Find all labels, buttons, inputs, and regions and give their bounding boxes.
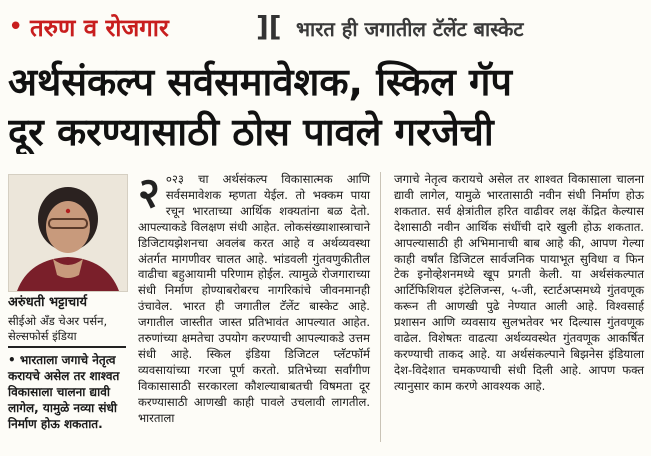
article-column-1: [138, 168, 370, 427]
article-text-col1: ०२३ चा अर्थसंकल्प विकासात्मक आणि सर्वसमावेशक म्हणता येईल. तो भक्कम पाया रचून भारताच्या आर्थिक शक्यतांना बळ देतो. आपल्याकडे विलक्षण संधी आहेत. लोकसंख्याशास्त्राचाने डिजिटायझेशनचा अवलंब करत आहे व अर्थव्यवस्था अंतर्गत मागणीवर चालत आहे. भांडवली गुंतवणुकीतील वाढीचा बहुआयामी परिणाम होईल. त्यामुळे रोजगाराच्या संधी निर्माण होण्याबरोबरच नागरिकांचे जीवनमानही उंचावेल. भारत ही जगातील टॅलेंट बास्केट आहे. जगातील जास्तीत जास्त प्रतिभावंत आपल्यात आहेत. तरुणांच्या क्षमतेचा उपयोग करण्याची आपल्याकडे उत्तम संधी आहे. स्किल इंडिया डिजिटल प्लॅटफॉर्म व्यवसायांच्या गरजा पूर्ण करतो. प्रतिभेच्या सर्वांगीण विकासासाठी सरकारला कौशल्याबाबतची विषमता दूर करण्यासाठी आणखी काही पावले उचलावी लागतील. भारताला: [138, 172, 370, 425]
drop-cap: २: [138, 168, 160, 217]
author-photo: [8, 174, 128, 292]
header-separator: ][: [256, 10, 282, 43]
header-kicker: भारत ही जगातील टॅलेंट बास्केट: [296, 17, 524, 41]
article-text-col2: जगाचे नेतृत्व करायचे असेल तर शाश्वत विकासाला चालना द्यावी लागेल, यामुळे भारतासाठी नवीन संधी निर्माण होऊ शकतात. सर्व क्षेत्रांतील हरित वाढीवर लक्ष केंद्रित केल्यास देशासाठी नवीन आर्थिक संधींची दारे खुली होऊ शकतात. आपल्यासाठी ही अभिमानाची बाब आहे की, आपण गेल्या काही वर्षांत डिजिटल सार्वजनिक पायाभूत सुविधा व फिन टेक इनोव्हेशनमध्ये खूप प्रगती केली. या अर्थसंकल्पात आर्टिफिशियल इंटेलिजन्स, ५-जी, स्टार्टअप्समध्ये गुंतवणूक करून ती आणखी पुढे नेण्यात आली आहे. विश्वसार्ह प्रशासन आणि व्यवसाय सुलभतेवर भर दिल्यास गुंतवणूक वाढेल. विशेषतः वाढत्या अर्थव्यवस्थेत गुंतवणूक आकर्षित करण्याची ताकद आहे. या अर्थसंकल्पाने बिझनेस इंडियाला देश-विदेशात चमकण्याची संधी दिली आहे. आपण फक्त त्यानुसार काम करणे आवश्यक आहे.: [394, 172, 644, 393]
author-role: सीईओ अँड चेअर पर्सन, सेल्सफोर्स इंडिया: [8, 314, 108, 343]
article-column-2: [394, 172, 644, 395]
sidebar-divider: [8, 346, 126, 348]
section-bullet: •: [8, 12, 24, 42]
section-title: तरुण व रोजगार: [30, 14, 169, 42]
headline-line-1: अर्थसंकल्प सर्वसमावेशक, स्किल गॅप: [8, 60, 512, 104]
headline-line-2: दूर करण्यासाठी ठोस पावले गरजेची: [8, 110, 494, 154]
portrait-image: [9, 175, 127, 291]
column-divider: [380, 172, 381, 442]
author-name: अरुंधती भट्टाचार्य: [8, 295, 88, 310]
section-header: [6, 8, 646, 48]
pull-quote: • भारताला जगाचे नेतृत्व करायचे असेल तर शाश्वत विकासाला चालना द्यावी लागेल, यामुळे नव्या संधी निर्माण होऊ शकतात.: [8, 353, 120, 431]
